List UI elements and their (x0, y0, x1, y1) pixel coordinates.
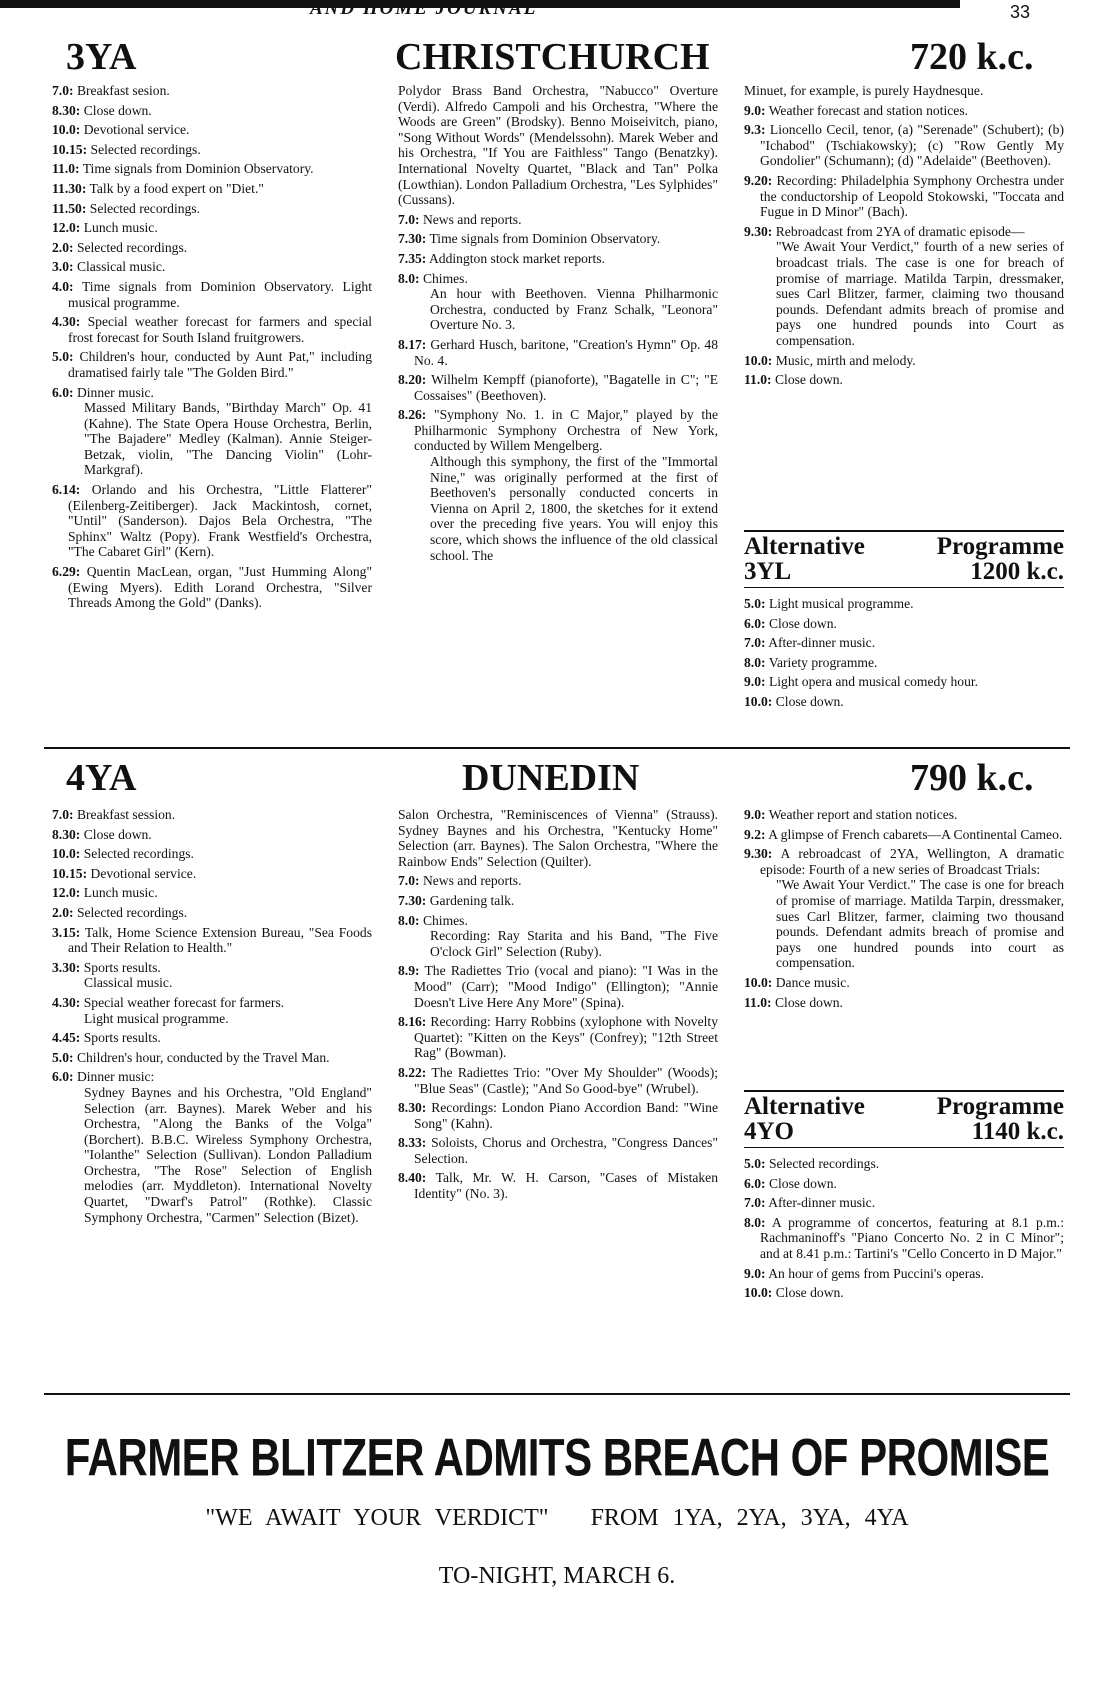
entry-time: 12.0: (52, 220, 81, 236)
entry-time: 4.30: (52, 314, 81, 330)
christchurch-column-2 (398, 83, 718, 567)
schedule-entry (52, 866, 372, 882)
schedule-entry (398, 873, 718, 889)
entry-text: Breakfast session. (76, 807, 176, 822)
schedule-entry (744, 616, 1064, 632)
alt-schedule (744, 1156, 1064, 1301)
schedule-entry (398, 1065, 718, 1096)
station-frequency: 790 k.c. (910, 757, 1034, 799)
entry-time: 8.17: (398, 336, 427, 352)
entry-time: 4.30: (52, 994, 81, 1010)
entry-text: Breakfast sesion. (76, 83, 170, 98)
schedule-entry (744, 1195, 1064, 1211)
entry-text: Close down. (774, 994, 843, 1010)
section-divider (44, 747, 1070, 749)
entry-detail: "We Await Your Verdict." The case is one for breach of promise of marriage. Matilda Tarpin, dressmaker, sues Carl Blitzer, farmer, claiming two thousand pounds. Defendant admits breach of promise and pays one hundred pounds into court as compensation. (776, 877, 1064, 971)
schedule-entry (744, 83, 1064, 99)
entry-time: 9.2: (744, 826, 766, 842)
entry-text: Selected recordings. (83, 846, 194, 862)
entry-time: 9.0: (744, 807, 766, 822)
entry-text: Quentin MacLean, organ, "Just Humming Along" (Ewing Myers). Edith Lorand Orchestra, "Silver Threads Among the Gold" (Danks). (68, 564, 372, 611)
entry-detail: An hour with Beethoven. Vienna Philharmonic Orchestra, conducted by Franz Schalk, "Leonora" Overture No. 3. (430, 286, 718, 333)
entry-time: 6.29: (52, 564, 81, 580)
schedule-entry (744, 674, 1064, 690)
schedule-entry (744, 827, 1064, 843)
entry-text: News and reports. (422, 873, 522, 889)
entry-text: Chimes. (422, 270, 468, 286)
entry-text: Lioncello Cecil, tenor, (a) "Serenade" (Schubert); (b) "Ichabod" (Tschiakowsky); (c) "Row Gently My Gondolier" (Schumann); (d) "Adelaide" (Beethoven). (760, 122, 1064, 169)
entry-text: The Radiettes Trio (vocal and piano): "I Was in the Mood" (Carr); "Mood Indigo" (Ellington); "Annie Doesn't Live Here Any More" (Spina). (414, 963, 718, 1010)
section-divider (44, 1393, 1070, 1395)
christchurch-alternative-box (744, 530, 1064, 714)
schedule-entry (398, 372, 718, 403)
entry-text: Close down. (775, 693, 844, 709)
alt-label: Alternative (744, 533, 865, 560)
entry-time: 2.0: (52, 904, 74, 920)
entry-time: 6.0: (744, 1175, 766, 1191)
entry-text: Devotional service. (83, 122, 190, 138)
schedule-entry (52, 1050, 372, 1066)
entry-time: 7.0: (398, 211, 420, 227)
entry-text: Dance music. (775, 974, 850, 990)
entry-time: 9.30: (744, 846, 773, 862)
christchurch-column-1 (52, 83, 372, 615)
station-call: 3YA (66, 36, 137, 78)
schedule-entry (744, 1215, 1064, 1262)
entry-time: 8.30: (52, 826, 81, 842)
entry-text: Salon Orchestra, "Reminiscences of Vienna" (Strauss). Sydney Baynes and his Orchestra, "Kentucky Home" Selection (arr. Baynes). The Salon Orchestra, "Where the Rainbow Ends" Selection (Quilter). (398, 807, 718, 869)
schedule-entry (52, 161, 372, 177)
schedule-entry (52, 960, 372, 991)
schedule-entry (398, 1014, 718, 1061)
entry-time: 10.0: (52, 846, 81, 862)
entry-time: 5.0: (744, 1156, 766, 1171)
alt-label: Alternative (744, 1093, 865, 1120)
entry-text: Polydor Brass Band Orchestra, "Nabucco" Overture (Verdi). Alfredo Campoli and his Orchestra, "Where the Woods are Green" (Brodsky). Benno Moiseivitch, piano, "Song Without Words" (Mendelssohn). Marek Weber and his Orchestra, "If You are Faithless" Tango (Benatzky). International Novelty Quartet, "Black and Tan" Polka (Lowthian). London Palladium Orchestra, "Les Sylphides" (Cussans). (398, 83, 718, 208)
entry-time: 5.0: (52, 349, 74, 365)
entry-text: Selected recordings. (76, 239, 188, 255)
entry-time: 6.14: (52, 482, 81, 498)
entry-text: Talk, Home Science Extension Bureau, "Sea Foods and Their Relation to Health." (68, 924, 372, 956)
schedule-entry (398, 212, 718, 228)
entry-text: Special weather forecast for farmers. (83, 994, 285, 1010)
entry-text: Selected recordings. (89, 200, 200, 216)
schedule-entry (744, 372, 1064, 388)
entry-text: Gardening talk. (429, 892, 515, 908)
schedule-entry (52, 905, 372, 921)
entry-time: 8.22: (398, 1064, 427, 1080)
entry-text: Selected recordings. (76, 904, 188, 920)
schedule-entry (744, 1156, 1064, 1172)
banner-date: TO-NIGHT, MARCH 6. (438, 1563, 676, 1589)
entry-time: 8.30: (398, 1100, 427, 1116)
entry-time: 8.0: (744, 654, 766, 670)
schedule-entry (744, 1176, 1064, 1192)
entry-text: Wilhelm Kempff (pianoforte), "Bagatelle in C"; "E Cossaises" (Beethoven). (414, 372, 718, 403)
station-call: 4YA (66, 757, 137, 799)
entry-time: 8.9: (398, 963, 420, 979)
schedule-entry (744, 1266, 1064, 1282)
entry-time: 8.20: (398, 372, 427, 388)
entry-text: Sports results. (83, 959, 161, 975)
entry-time: 5.0: (744, 596, 766, 611)
entry-detail: Sydney Baynes and his Orchestra, "Old England" Selection (arr. Baynes). Marek Weber and his Orchestra, "Along the Banks of the Volga" (Borchert). B.B.C. Wireless Symphony Orchestra, "Iolanthe" Selection (Sullivan). London Palladium Orchestra, "The Rose" Selection of English melodies (arr. Myddleton). International Novelty Quartet, "Dwarf's Patrol" (Rothke). Classic Symphony Orchestra, "Carmen" Selection (Bizet). (84, 1084, 372, 1225)
schedule-entry (52, 807, 372, 823)
schedule-entry (52, 564, 372, 611)
entry-text: After-dinner music. (768, 635, 876, 651)
schedule-entry (52, 201, 372, 217)
divider-rule (744, 1090, 1064, 1092)
alt-station-frequency: 1200 k.c. (970, 558, 1064, 585)
entry-text: Devotional service. (90, 865, 197, 881)
entry-text: Dinner music: (76, 1069, 155, 1085)
entry-time: 8.40: (398, 1170, 427, 1186)
alt-schedule (744, 596, 1064, 710)
entry-time: 10.0: (744, 352, 773, 368)
schedule-entry (52, 220, 372, 236)
entry-detail: Massed Military Bands, "Birthday March" Op. 41 (Kahne). The State Opera House Orchestra, Berlin, "The Bajadere" Medley (Kalman). Annie Steiger-Betzak, violin, "The Dancing Violin" (Lohr-Markgraf). (84, 400, 372, 478)
entry-time: 9.3: (744, 122, 766, 138)
entry-text: The Radiettes Trio: "Over My Shoulder" (Woods); "Blue Seas" (Castle); "And So Good-bye" (Wrubel). (414, 1064, 718, 1096)
entry-time: 10.0: (744, 974, 773, 990)
banner-subline: "WE AWAIT YOUR VERDICT" FROM 1YA, 2YA, 3YA, 4YA (205, 1505, 909, 1531)
schedule-entry (398, 1100, 718, 1131)
entry-text: Close down. (768, 615, 837, 631)
entry-text: Chimes. (422, 912, 468, 928)
entry-time: 9.30: (744, 223, 773, 239)
schedule-entry (52, 925, 372, 956)
schedule-entry (744, 353, 1064, 369)
dunedin-column-3 (744, 807, 1064, 1014)
schedule-entry (52, 279, 372, 310)
schedule-entry (744, 635, 1064, 651)
page-number: 33 (1010, 2, 1031, 22)
schedule-entry (52, 349, 372, 380)
schedule-entry (398, 83, 718, 208)
entry-time: 4.45: (52, 1030, 81, 1046)
entry-time: 10.15: (52, 865, 88, 881)
schedule-entry (398, 407, 718, 563)
entry-detail: Recording: Ray Starita and his Band, "The Five O'clock Girl" Selection (Ruby). (430, 928, 718, 959)
station-city: DUNEDIN (462, 757, 640, 799)
entry-text: After-dinner music. (768, 1195, 876, 1211)
entry-detail: Classical music. (84, 975, 173, 991)
entry-time: 8.0: (398, 912, 420, 928)
entry-time: 12.0: (52, 885, 81, 901)
entry-text: Children's hour, conducted by the Travel Man. (76, 1049, 330, 1065)
entry-text: Gerhard Husch, baritone, "Creation's Hymn" Op. 48 No. 4. (414, 336, 718, 368)
schedule-entry (52, 240, 372, 256)
entry-detail: "We Await Your Verdict," fourth of a new series of broadcast trials. The case is one for breach of promise of marriage. Matilda Tarpin, dressmaker, sues Carl Blitzer, farmer, claiming two thousand pounds. Defendant admits breach of promise and pays one hundred pounds into Court as compensation. (776, 239, 1064, 348)
entry-time: 3.0: (52, 259, 74, 275)
entry-time: 11.50: (52, 200, 87, 216)
christchurch-header (60, 35, 1060, 85)
entry-time: 6.0: (744, 615, 766, 631)
schedule-entry (744, 807, 1064, 823)
entry-time: 7.30: (398, 231, 427, 247)
schedule-entry (744, 596, 1064, 612)
masthead-strip (0, 0, 960, 18)
schedule-entry (52, 482, 372, 560)
entry-text: A rebroadcast of 2YA, Wellington, A dramatic episode: Fourth of a new series of Broadcast Trials: (760, 846, 1064, 877)
schedule-entry (744, 694, 1064, 710)
entry-text: Classical music. (76, 259, 166, 275)
banner-headline: FARMER BLITZER ADMITS BREACH OF PROMISE (64, 1428, 1050, 1487)
masthead-fragment: AND HOME JOURNAL (310, 0, 538, 19)
entry-time: 10.0: (744, 693, 773, 709)
schedule-entry (52, 181, 372, 197)
schedule-entry (52, 885, 372, 901)
dunedin-header (60, 756, 1060, 806)
entry-text: Recordings: London Piano Accordion Band: "Wine Song" (Kahn). (414, 1100, 718, 1131)
entry-text: Special weather forecast for farmers and special frost forecast for South Island fruitgrowers. (68, 314, 373, 345)
entry-time: 3.30: (52, 959, 81, 975)
entry-time: 9.0: (744, 1265, 766, 1281)
schedule-entry (52, 846, 372, 862)
entry-time: 11.0: (52, 161, 80, 177)
entry-text: Weather forecast and station notices. (768, 102, 969, 118)
schedule-entry (744, 1285, 1064, 1301)
entry-detail: Light musical programme. (84, 1010, 229, 1026)
schedule-entry (744, 224, 1064, 349)
schedule-entry (52, 83, 372, 99)
entry-time: 7.30: (398, 892, 427, 908)
entry-text: Sports results. (83, 1030, 161, 1046)
entry-time: 7.0: (744, 635, 766, 651)
dunedin-column-1 (52, 807, 372, 1229)
entry-text: Dinner music. (76, 384, 154, 400)
entry-text: Time signals from Dominion Observatory. (429, 231, 661, 247)
entry-text: Recording: Harry Robbins (xylophone with Novelty Quartet): "Kitten on the Keys" (Confrey); "12th Street Rag" (Bowman). (414, 1014, 718, 1061)
entry-text: Close down. (774, 372, 843, 388)
entry-time: 7.0: (398, 873, 420, 889)
entry-text: Selected recordings. (90, 141, 201, 157)
divider-rule (744, 530, 1064, 532)
schedule-entry (744, 122, 1064, 169)
schedule-entry (398, 963, 718, 1010)
entry-time: 8.0: (744, 1214, 766, 1230)
entry-time: 7.35: (398, 250, 427, 266)
dunedin-alternative-box (744, 1090, 1064, 1305)
schedule-entry (52, 827, 372, 843)
schedule-entry (744, 655, 1064, 671)
entry-time: 7.0: (52, 807, 74, 822)
schedule-entry (398, 807, 718, 869)
entry-text: Time signals from Dominion Observatory. Light musical programme. (68, 278, 372, 310)
entry-text: Variety programme. (768, 654, 878, 670)
schedule-entry (52, 314, 372, 345)
schedule-entry (744, 975, 1064, 991)
entry-time: 7.0: (744, 1195, 766, 1211)
alt-station-call: 3YL (744, 558, 792, 585)
schedule-entry (52, 1030, 372, 1046)
entry-time: 10.0: (52, 122, 81, 138)
alt-label-right: Programme (936, 533, 1064, 560)
entry-time: 9.0: (744, 102, 766, 118)
entry-time: 6.0: (52, 384, 74, 400)
schedule-entry (398, 231, 718, 247)
schedule-entry (398, 893, 718, 909)
schedule-entry (398, 271, 718, 333)
entry-text: Addington stock market reports. (428, 250, 605, 266)
entry-text: News and reports. (422, 211, 522, 227)
alt-station-row (744, 1119, 1064, 1144)
entry-text: Recording: Philadelphia Symphony Orchestra under the conductorship of Leopold Stokowski, "Toccata and Fugue in D Minor" (Bach). (760, 172, 1064, 220)
entry-time: 4.0: (52, 278, 74, 294)
alt-title-row (744, 534, 1064, 559)
entry-time: 6.0: (52, 1069, 74, 1085)
entry-time: 11.0: (744, 994, 772, 1010)
entry-time: 7.0: (52, 83, 74, 98)
entry-text: Close down. (775, 1285, 844, 1301)
entry-text: Orlando and his Orchestra, "Little Flatterer" (Eilenberg-Zeitiberger). Jack Mackintosh, cornet, "Until" (Sanderson). Dajos Bela Orchestra, "The Sphinx" Waltz (Popy). Frank Westfield's Orchestra, "The Cabaret Girl" (Kern). (68, 482, 372, 560)
schedule-entry (52, 142, 372, 158)
schedule-entry (52, 259, 372, 275)
schedule-entry (398, 1170, 718, 1201)
entry-text: Children's hour, conducted by Aunt Pat," including dramatised fairly tale "The Golden Bird." (68, 349, 372, 380)
schedule-entry (52, 995, 372, 1026)
dunedin-column-2 (398, 807, 718, 1206)
entry-text: Lunch music. (83, 220, 158, 236)
entry-time: 2.0: (52, 239, 74, 255)
alt-title-row (744, 1094, 1064, 1119)
alt-station-call: 4YO (744, 1118, 794, 1145)
divider-rule (744, 587, 1064, 588)
entry-text: Rebroadcast from 2YA of dramatic episode— (775, 223, 1025, 239)
entry-time: 10.0: (744, 1285, 773, 1301)
schedule-entry (52, 122, 372, 138)
schedule-entry (52, 385, 372, 479)
entry-time: 11.30: (52, 180, 87, 196)
entry-time: 8.0: (398, 270, 420, 286)
entry-text: Music, mirth and melody. (775, 352, 916, 368)
entry-time: 10.15: (52, 141, 88, 157)
entry-text: Close down. (83, 102, 152, 118)
alt-station-row (744, 559, 1064, 584)
entry-text: "Symphony No. 1. in C Major," played by the Philharmonic Symphony Orchestra of New York, conducted by Willem Mengelberg. (414, 407, 718, 454)
station-city: CHRISTCHURCH (395, 36, 710, 78)
entry-time: 9.0: (744, 674, 766, 690)
schedule-entry (744, 846, 1064, 971)
entry-text: Soloists, Chorus and Orchestra, "Congress Dances" Selection. (414, 1135, 718, 1166)
schedule-entry (398, 251, 718, 267)
schedule-entry (398, 337, 718, 368)
entry-text: Close down. (768, 1175, 837, 1191)
schedule-entry (744, 995, 1064, 1011)
entry-text: A programme of concertos, featuring at 8.1 p.m.: Rachmaninoff's "Piano Concerto No. 2 in C Minor"; and at 8.41 p.m.: Tartini's "Cello Concerto in D Major." (760, 1214, 1064, 1261)
schedule-entry (52, 1069, 372, 1225)
entry-text: Lunch music. (83, 885, 158, 901)
entry-text: Light opera and musical comedy hour. (768, 674, 979, 690)
entry-time: 8.26: (398, 407, 427, 423)
entry-time: 8.16: (398, 1014, 427, 1030)
entry-text: An hour of gems from Puccini's operas. (768, 1265, 984, 1281)
entry-time: 11.0: (744, 372, 772, 388)
entry-time: 8.30: (52, 102, 81, 118)
station-frequency: 720 k.c. (910, 36, 1034, 78)
entry-text: Time signals from Dominion Observatory. (82, 161, 314, 177)
schedule-entry (744, 103, 1064, 119)
entry-text: Close down. (83, 826, 152, 842)
entry-text: A glimpse of French cabarets—A Continental Cameo. (768, 826, 1063, 842)
entry-text: Talk by a food expert on "Diet." (89, 180, 264, 196)
schedule-entry (398, 1135, 718, 1166)
schedule-entry (398, 913, 718, 960)
entry-text: Minuet, for example, is purely Haydnesque. (744, 83, 984, 98)
christchurch-column-3 (744, 83, 1064, 392)
entry-text: Weather report and station notices. (768, 807, 958, 822)
entry-text: Light musical programme. (768, 596, 914, 611)
entry-time: 5.0: (52, 1049, 74, 1065)
entry-text: Selected recordings. (768, 1156, 880, 1171)
alt-station-frequency: 1140 k.c. (971, 1118, 1064, 1145)
entry-time: 8.33: (398, 1135, 427, 1151)
entry-time: 9.20: (744, 172, 773, 188)
alt-label-right: Programme (936, 1093, 1064, 1120)
divider-rule (744, 1147, 1064, 1148)
schedule-entry (744, 173, 1064, 220)
entry-time: 3.15: (52, 924, 81, 940)
entry-detail: Although this symphony, the first of the "Immortal Nine," was originally performed at the first of Beethoven's personally conducted concerts in Vienna on April 2, 1800, the sketches for it extend over the preceding five years. You will enjoy this score, which shows the influence of the old classical school. The (430, 454, 718, 563)
entry-text: Talk, Mr. W. H. Carson, "Cases of Mistaken Identity" (No. 3). (414, 1170, 719, 1202)
schedule-entry (52, 103, 372, 119)
